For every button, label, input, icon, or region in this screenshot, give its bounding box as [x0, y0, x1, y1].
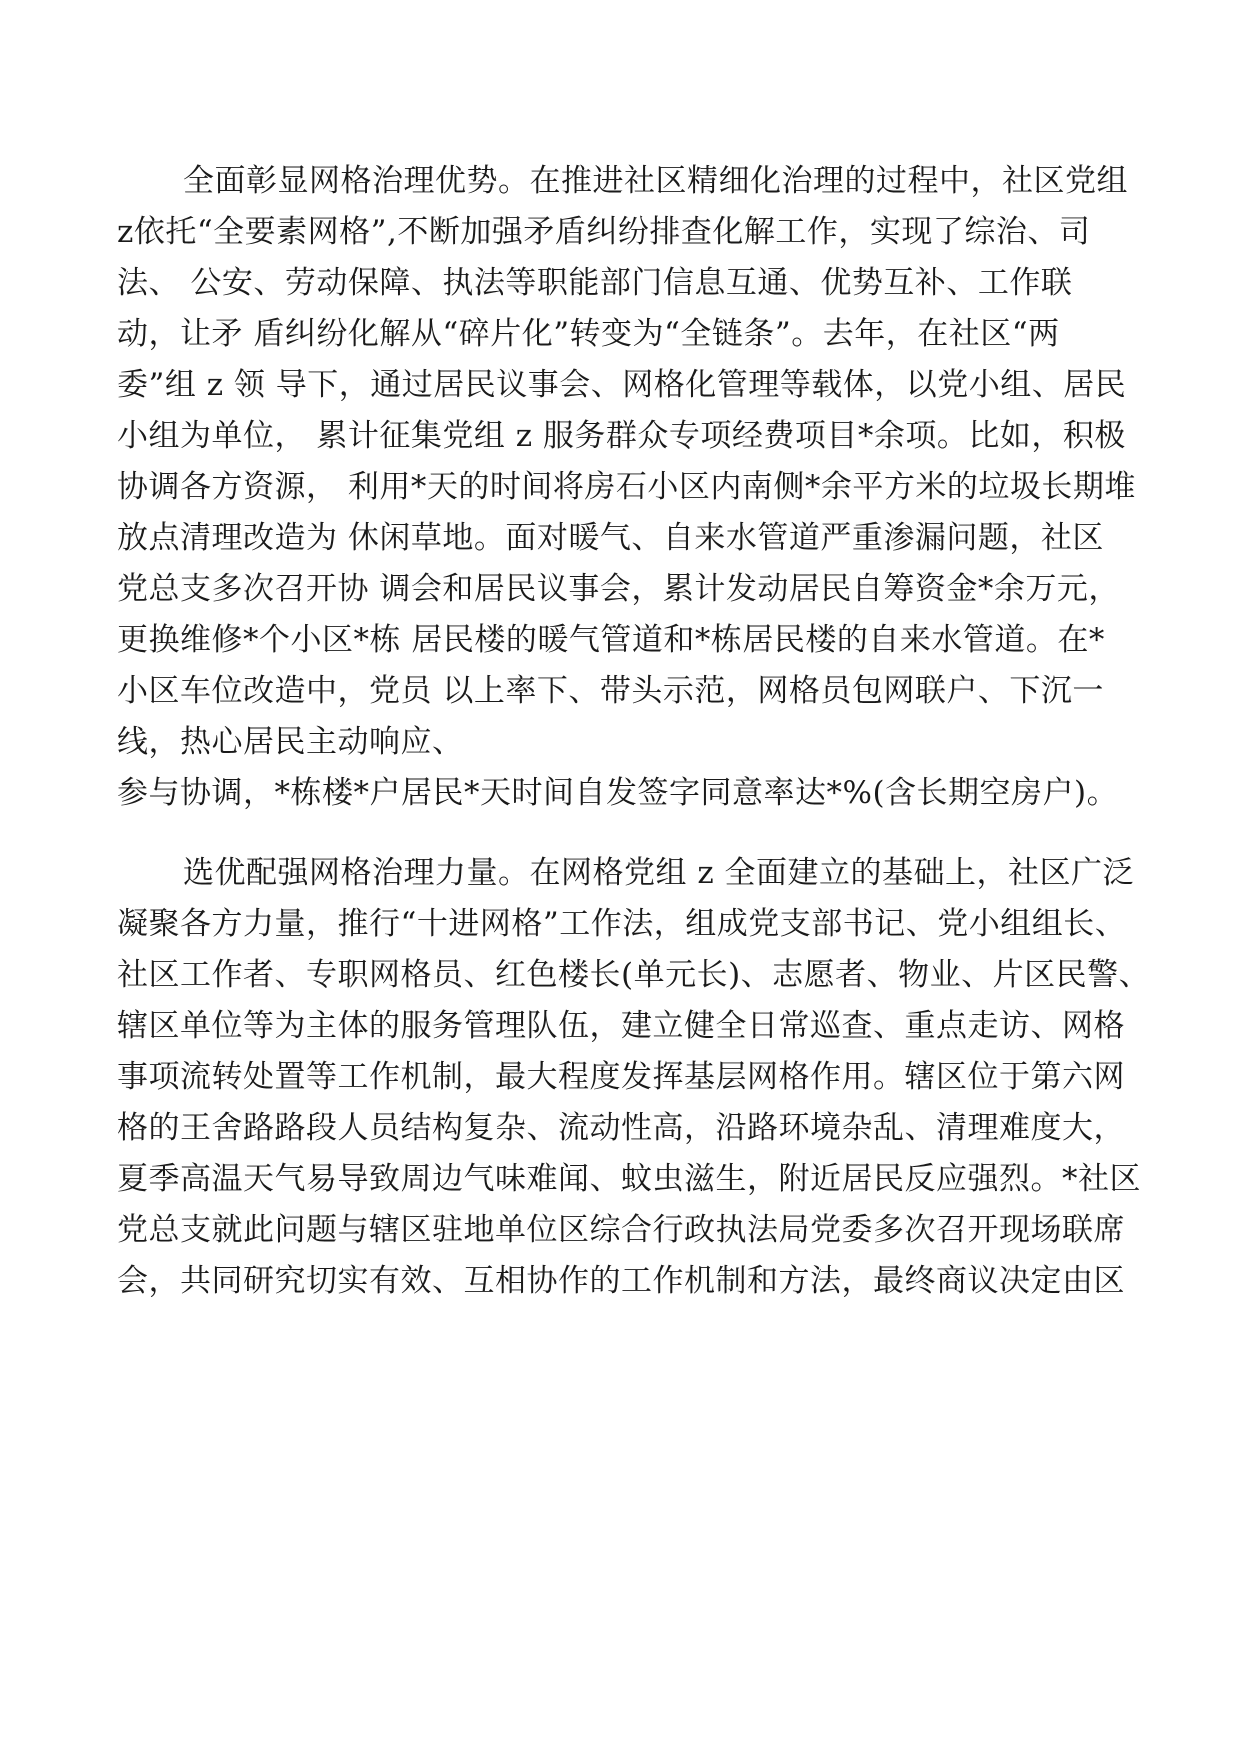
text-line: 动，让矛 盾纠纷化解从“碎片化”转变为“全链条”。去年，在社区“两: [117, 316, 1060, 352]
text-line: 选优配强网格治理力量。在网格党组 z 全面建立的基础上，社区广泛: [183, 855, 1135, 891]
text-line: 放点清理改造为 休闲草地。面对暖气、自来水管道严重渗漏问题，社区: [117, 520, 1104, 556]
text-line: 委”组 z 领 导下，通过居民议事会、网格化管理等载体，以党小组、居民: [117, 367, 1127, 403]
text-line: 全面彰显网格治理优势。在推进社区精细化治理的过程中，社区党组: [183, 163, 1128, 199]
text-line: 格的王舍路路段人员结构复杂、流动性高，沿路环境杂乱、清理难度大，: [117, 1110, 1125, 1146]
text-line: 事项流转处置等工作机制，最大程度发挥基层网格作用。辖区位于第六网: [117, 1059, 1125, 1095]
text-line: 会，共同研究切实有效、互相协作的工作机制和方法，最终商议决定由区: [117, 1263, 1125, 1299]
text-line: 协调各方资源， 利用*天的时间将房石小区内南侧*余平方米的垃圾长期堆: [117, 469, 1136, 505]
text-line: 社区工作者、专职网格员、红色楼长(单元长)、志愿者、物业、片区民警、: [117, 957, 1151, 993]
text-line: 线，热心居民主动响应、: [117, 724, 464, 760]
text-line: 法、 公安、劳动保障、执法等职能部门信息互通、优势互补、工作联: [117, 265, 1073, 301]
text-line: 小组为单位， 累计征集党组 z 服务群众专项经费项目*余项。比如，积极: [117, 418, 1126, 454]
text-line: 党总支多次召开协 调会和居民议事会，累计发动居民自筹资金*余万元，: [117, 571, 1120, 607]
text-line: 小区车位改造中，党员 以上率下、带头示范，网格员包网联户、下沉一: [117, 673, 1104, 709]
text-line: z依托“全要素网格”,不断加强矛盾纠纷排查化解工作，实现了综治、司: [117, 214, 1091, 250]
text-line: 夏季高温天气易导致周边气味难闻、蚊虫滋生，附近居民反应强烈。*社区: [117, 1161, 1141, 1197]
text-line: 辖区单位等为主体的服务管理队伍，建立健全日常巡查、重点走访、网格: [117, 1008, 1125, 1044]
text-line: 更换维修*个小区*栋 居民楼的暖气管道和*栋居民楼的自来水管道。在*: [117, 622, 1105, 658]
text-line: 凝聚各方力量，推行“十进网格”工作法，组成党支部书记、党小组组长、: [117, 906, 1127, 942]
text-line: 党总支就此问题与辖区驻地单位区综合行政执法局党委多次召开现场联席: [117, 1212, 1125, 1248]
text-line: 参与协调，*栋楼*户居民*天时间自发签字同意率达*%(含长期空房户)。: [117, 775, 1119, 811]
